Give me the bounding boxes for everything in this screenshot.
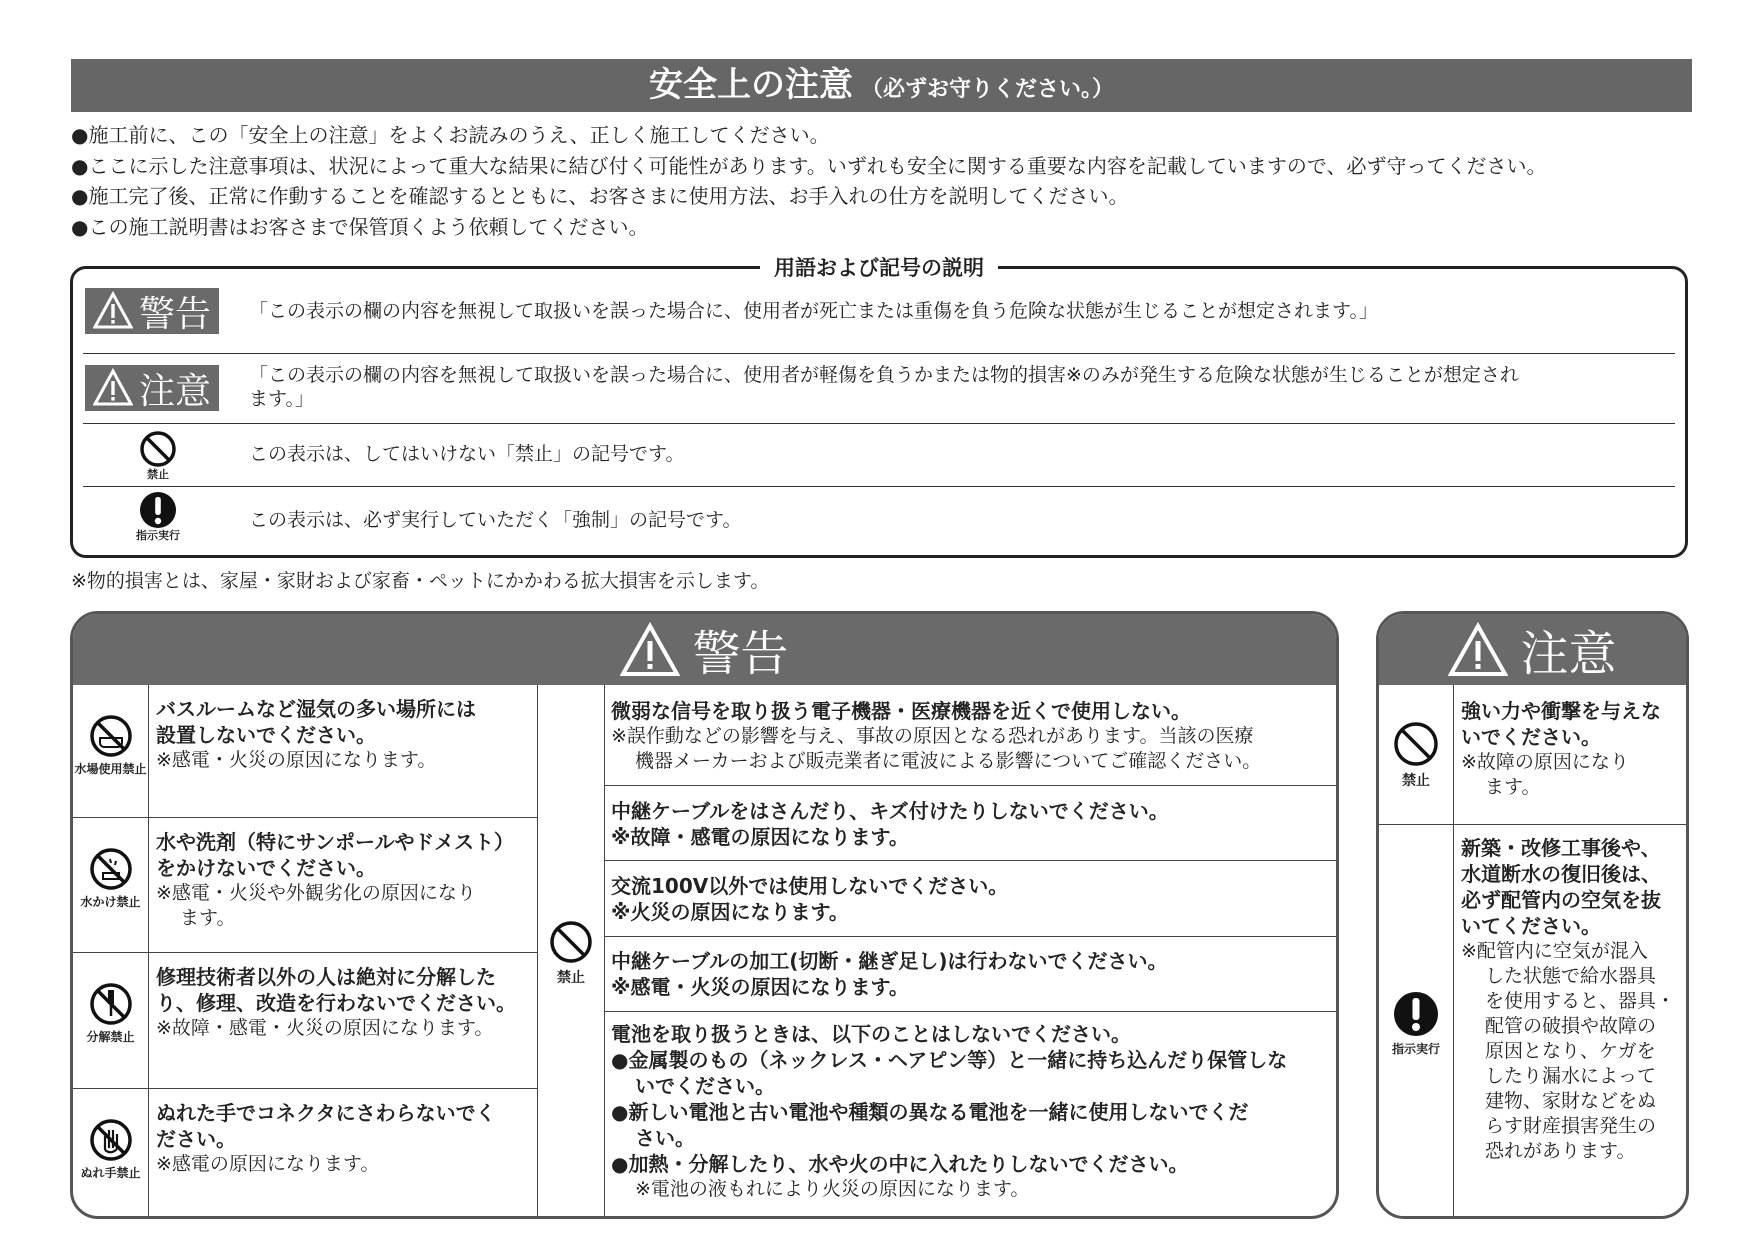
item-note: ます。 [1485,776,1541,798]
warning-panel-header [73,614,1336,685]
item-heading: 強い力や衝撃を与えな [1461,699,1661,723]
mandatory-symbol [1379,990,1453,1057]
page-subtitle: （必ずお守りください。） [860,77,1114,102]
definitions-title: 用語および記号の説明 [760,252,998,282]
exclamation-icon [138,490,178,530]
divider [1453,685,1454,1219]
no-disassembly-symbol [73,982,148,1045]
mandatory-symbol [123,490,193,542]
definition-caution-row [83,353,1675,424]
definition-warning-row [83,269,1675,354]
definition-mandatory-row [83,486,1675,556]
item-note: 恐れがあります。 [1485,1140,1636,1162]
item-note: ※故障・感電の原因になります。 [611,825,909,849]
caution-definition-line: ます。」 [249,388,314,410]
prohibit-symbol [538,919,604,987]
item-heading: いでください。 [1461,725,1601,749]
warning-triangle-icon [93,291,133,331]
divider [604,1011,1339,1012]
item-note: ※配管内に空気が混入 [1461,940,1648,962]
item-heading: ださい。 [156,1127,236,1151]
warning-triangle-icon [620,622,680,678]
prohibit-symbol [123,429,193,481]
intro-list [71,120,1546,242]
divider [1379,824,1689,825]
warning-sign-label: 警告 [138,293,211,335]
definitions-box [70,256,1688,558]
item-heading: 新築・改修工事後や、 [1461,836,1661,860]
caution-sign [85,365,219,411]
warning-item [611,798,1339,850]
mandatory-symbol-label: 指示実行 [136,529,180,542]
caution-definition-line: 「この表示の欄の内容を無視して取扱いを誤った場合に、使用者が軽傷を負うかまたは物的損害※のみが発生する危険な状態が生じることが想定され [249,364,1519,386]
icon-label: 禁止 [557,970,585,986]
caution-panel-title: 注意 [1520,626,1617,682]
battery-bullet: ●加熱・分解したり、水や火の中に入れたりしないでください。 [611,1152,1189,1176]
item-note: 機器メーカーおよび販売業者に電波による影響についてご確認ください。 [635,750,1262,772]
warning-sign [85,288,219,334]
item-heading: 中継ケーブルをはさんだり、キズ付けたりしないでください。 [611,799,1169,823]
battery-warning-item [611,1021,1339,1202]
warning-definition-text: 「この表示の欄の内容を無視して取扱いを誤った場合に、使用者が死亡または重傷を負う危険な状態が生じることが想定されます。」 [249,300,1378,322]
battery-bullet: いでください。 [635,1074,775,1098]
divider [73,952,538,953]
item-note: ※電池の液もれにより火災の原因になります。 [635,1178,1030,1200]
warning-item [156,829,534,931]
battery-bullet: ●金属製のもの（ネックレス・ヘアピン等）と一緒に持ち込んだり保管しな [611,1048,1288,1072]
intro-item: ●施工完了後、正常に作動することを確認するとともに、お客さまに使用方法、お手入れの仕方を説明してください。 [71,184,1129,208]
item-heading: いてください。 [1461,914,1601,938]
item-note: ※感電の原因になります。 [156,1153,380,1175]
prohibit-definition-text: この表示は、してはいけない「禁止」の記号です。 [249,443,685,465]
item-note: ※火災の原因になります。 [611,900,849,924]
divider [604,860,1339,861]
divider [73,817,538,818]
item-heading: ぬれた手でコネクタにさわらないでく [156,1101,496,1125]
item-note: した状態で給水器具 [1485,965,1657,987]
item-note: 配管の破損や故障の [1485,1015,1657,1037]
item-heading: 中継ケーブルの加工(切断・継ぎ足し)は行わないでください。 [611,949,1168,973]
item-heading: 電池を取り扱うときは、以下のことはしないでください。 [611,1022,1131,1046]
item-note: 原因となり、ケガを [1485,1040,1656,1062]
icon-label: ぬれ手禁止 [80,1166,141,1180]
battery-bullet: ●新しい電池と古い電池や種類の異なる電池を一緒に使用しないでくだ [611,1100,1249,1124]
warning-item [156,964,534,1041]
intro-item: ●ここに示した注意事項は、状況によって重大な結果に結び付く可能性があります。いずれも安全に関する重要な内容を記載していますので、必ず守ってください。 [71,153,1547,178]
item-note: 建物、家財などをぬ [1485,1090,1657,1112]
caution-triangle-icon [1448,622,1508,678]
warning-panel [70,611,1339,1219]
item-note: ※感電・火災の原因になります。 [611,975,909,999]
item-heading: 交流100V以外では使用しないでください。 [611,874,1009,898]
item-heading: 修理技術者以外の人は絶対に分解した [156,965,496,989]
no-bathroom-icon [89,714,133,758]
caution-item [1461,698,1687,800]
no-water-symbol [73,847,148,910]
item-note: を使用すると、器具・ [1485,990,1676,1012]
prohibit-icon [138,429,178,469]
no-disassembly-icon [89,982,133,1026]
prohibit-icon [1392,720,1440,768]
footnote: ※物的損害とは、家屋・家財および家畜・ペットにかかわる拡大損害を示します。 [71,570,770,592]
exclamation-icon [1392,990,1440,1038]
prohibit-icon [548,919,594,965]
item-note: ※誤作動などの影響を与え、事故の原因となる恐れがあります。当該の医療 [611,725,1254,747]
item-note: ※故障・感電・火災の原因になります。 [156,1017,494,1039]
no-wet-hands-symbol [73,1118,148,1181]
caution-panel [1376,611,1689,1219]
icon-label: 禁止 [1402,773,1430,789]
icon-label: 水かけ禁止 [80,895,141,909]
divider [604,936,1339,937]
page-title: 安全上の注意 [648,65,853,105]
no-bathroom-symbol [73,714,148,777]
item-heading: り、修理、改造を行わないでください。 [156,991,516,1015]
caution-definition-text [249,363,1675,411]
mandatory-definition-text: この表示は、必ず実行していただく「強制」の記号です。 [249,509,742,531]
caution-triangle-icon [93,368,133,408]
icon-label: 水場使用禁止 [74,762,147,776]
prohibit-symbol [1379,720,1453,790]
item-heading: 設置しないでください。 [156,723,376,747]
battery-bullet: さい。 [635,1126,695,1150]
no-wet-hands-icon [89,1118,133,1162]
divider [73,1088,538,1089]
item-note: したり漏水によって [1485,1065,1657,1087]
divider [604,685,605,1219]
item-heading: 必ず配管内の空気を抜 [1461,888,1661,912]
warning-item [611,698,1339,774]
item-note: ます。 [180,907,236,929]
warning-item [611,873,1339,925]
item-heading: バスルームなど湿気の多い場所には [156,697,476,721]
icon-label: 分解禁止 [86,1030,135,1044]
intro-item: ●この施工説明書はお客さまで保管頂くよう依頼してください。 [71,214,649,239]
warning-panel-title: 警告 [692,626,789,682]
item-heading: 水や洗剤（特にサンポールやドメスト） [156,830,514,854]
item-note: らす財産損害発生の [1485,1115,1657,1137]
item-heading: 水道断水の復旧後は、 [1461,862,1661,886]
warning-item [156,1100,534,1177]
no-water-spray-icon [89,847,133,891]
caution-sign-label: 注意 [138,370,211,412]
divider [604,785,1339,786]
title-bar [71,59,1692,112]
prohibit-symbol-label: 禁止 [147,468,169,481]
item-note: ※故障の原因になり [1461,751,1629,773]
icon-label: 指示実行 [1391,1042,1440,1056]
intro-item: ●施工前に、この「安全上の注意」をよくお読みのうえ、正しく施工してください。 [71,123,830,147]
warning-item [611,948,1339,1000]
item-note: ※感電・火災や外観劣化の原因になり [156,882,476,904]
item-heading: 微弱な信号を取り扱う電子機器・医療機器を近くで使用しない。 [611,699,1191,723]
caution-item [1461,835,1687,1164]
caution-panel-header [1379,614,1686,685]
definition-prohibit-row [83,423,1675,487]
warning-item [156,696,534,773]
item-heading: をかけないでください。 [156,856,376,880]
item-note: ※感電・火災の原因になります。 [156,749,437,771]
